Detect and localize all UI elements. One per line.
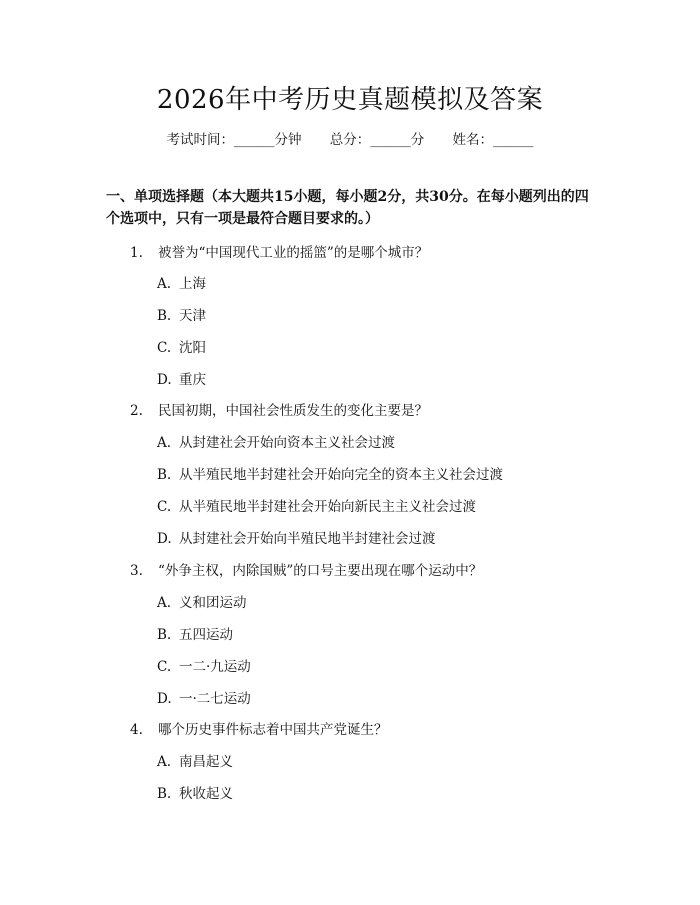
question-2-option-d bbox=[157, 529, 577, 549]
option-text: 从封建社会开始向半殖民地半封建社会过渡 bbox=[179, 531, 436, 547]
question-number: 4. bbox=[130, 722, 143, 738]
question-3-option-d bbox=[157, 689, 577, 709]
option-text: 从半殖民地半封建社会开始向完全的资本主义社会过渡 bbox=[179, 467, 503, 483]
question-1-option-a bbox=[157, 274, 577, 294]
question-3-option-c bbox=[157, 657, 577, 677]
option-letter: D. bbox=[157, 531, 172, 547]
option-letter: A. bbox=[157, 435, 172, 451]
question-number: 2. bbox=[130, 403, 143, 419]
option-letter: D. bbox=[157, 691, 172, 707]
question-3-option-a bbox=[157, 593, 577, 613]
question-2-option-c bbox=[157, 497, 577, 517]
total-score-field: 总分：______分 bbox=[329, 132, 425, 148]
question-1-option-b bbox=[157, 306, 577, 326]
question-number: 3. bbox=[130, 563, 143, 579]
option-text: 义和团运动 bbox=[179, 595, 247, 611]
option-text: 上海 bbox=[179, 276, 206, 292]
question-1-option-c bbox=[157, 338, 577, 358]
option-letter: B. bbox=[157, 627, 172, 643]
option-letter: C. bbox=[157, 499, 172, 515]
question-1 bbox=[130, 243, 600, 263]
page-title: 2026年中考历史真题模拟及答案 bbox=[156, 85, 544, 115]
question-4-option-b bbox=[157, 784, 577, 804]
option-text: 天津 bbox=[179, 308, 206, 324]
option-text: 一二·九运动 bbox=[179, 659, 251, 675]
option-text: 从封建社会开始向资本主义社会过渡 bbox=[179, 435, 395, 451]
exam-info-line bbox=[0, 130, 700, 150]
option-letter: A. bbox=[157, 595, 172, 611]
question-2-option-b bbox=[157, 465, 577, 485]
question-text: 民国初期，中国社会性质发生的变化主要是？ bbox=[158, 403, 428, 419]
question-number: 1. bbox=[130, 245, 143, 261]
option-text: 重庆 bbox=[179, 372, 206, 388]
section-heading-line-1: 一、单项选择题（本大题共15小题，每小题2分，共30分。在每小题列出的四 bbox=[106, 189, 589, 205]
option-text: 秋收起义 bbox=[179, 786, 233, 802]
section-heading-single-choice bbox=[106, 186, 606, 230]
option-letter: D. bbox=[157, 372, 172, 388]
option-letter: C. bbox=[157, 340, 172, 356]
question-3 bbox=[130, 561, 600, 581]
student-name-field: 姓名：______ bbox=[452, 132, 534, 148]
option-letter: A. bbox=[157, 754, 172, 770]
exam-time-field: 考试时间：______分钟 bbox=[166, 132, 302, 148]
option-text: 一·二七运动 bbox=[179, 691, 251, 707]
question-2-option-a bbox=[157, 433, 577, 453]
option-letter: B. bbox=[157, 467, 172, 483]
question-4-option-a bbox=[157, 752, 577, 772]
option-text: 从半殖民地半封建社会开始向新民主主义社会过渡 bbox=[179, 499, 476, 515]
question-text: “外争主权，内除国贼”的口号主要出现在哪个运动中？ bbox=[158, 563, 483, 579]
option-letter: C. bbox=[157, 659, 172, 675]
question-3-option-b bbox=[157, 625, 577, 645]
question-text: 被誉为“中国现代工业的摇篮”的是哪个城市？ bbox=[158, 245, 429, 261]
option-letter: B. bbox=[157, 786, 172, 802]
question-text: 哪个历史事件标志着中国共产党诞生？ bbox=[158, 722, 388, 738]
question-1-option-d bbox=[157, 370, 577, 390]
option-letter: A. bbox=[157, 276, 172, 292]
question-4 bbox=[130, 720, 600, 740]
option-text: 南昌起义 bbox=[179, 754, 233, 770]
question-2 bbox=[130, 401, 600, 421]
section-heading-line-2: 个选项中，只有一项是最符合题目要求的。） bbox=[106, 211, 379, 227]
option-text: 五四运动 bbox=[179, 627, 233, 643]
option-text: 沈阳 bbox=[179, 340, 206, 356]
option-letter: B. bbox=[157, 308, 172, 324]
